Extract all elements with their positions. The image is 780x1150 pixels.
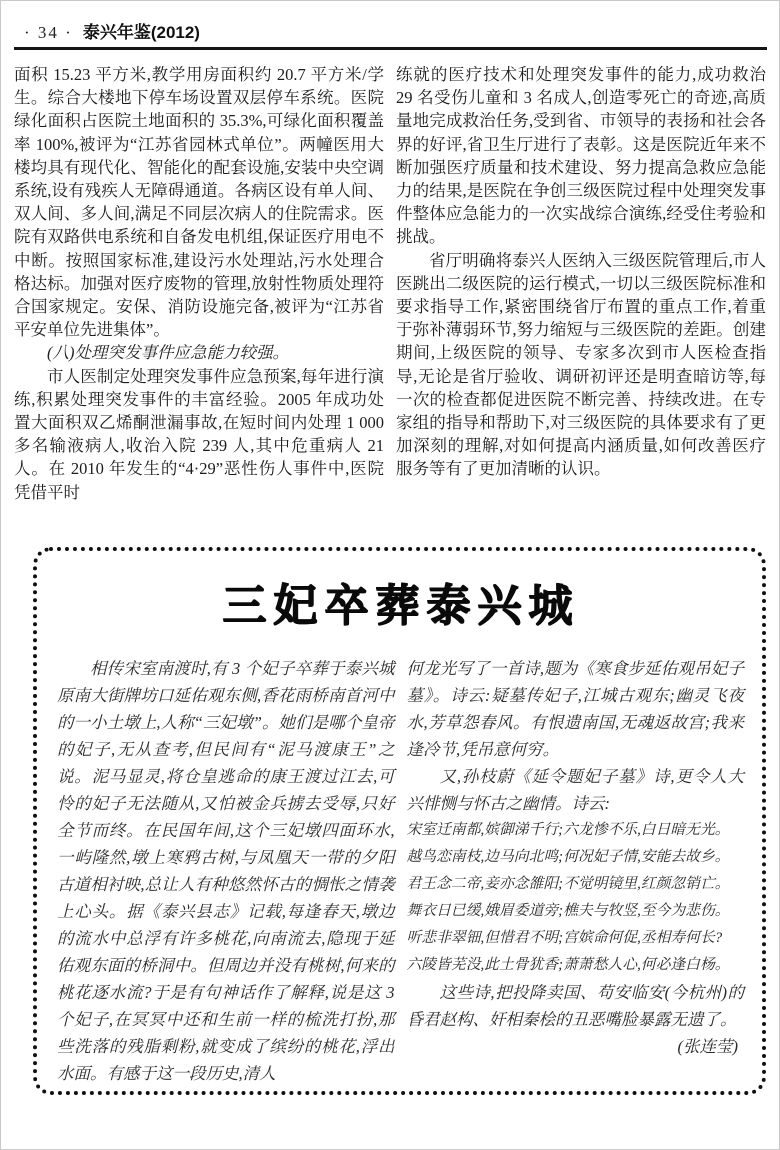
poem-line: 宋室迁南都,嫔御涕千行;六龙惨不乐,白日暗无光。 [406,822,730,838]
paragraph: 又,孙枝蔚《延令题妃子墓》诗,更令人大兴悱恻与怀古之幽情。诗云: [406,767,744,813]
feature-box-columns [57,655,744,1087]
poem-line: 六陵皆芜没,此土骨犹香;萧萧愁人心,何必逢白杨。 [406,957,730,973]
page-number: · 34 · [24,23,73,42]
poem-line: 舞衣日已缓,娥眉委道旁;樵夫与牧竖,至今为悲伤。 [406,903,730,919]
paragraph: 相传宋室南渡时,有 3 个妃子卒葬于泰兴城原南大街牌坊口延佑观东侧,香花雨桥南首河中的一小土墩上,人称“三妃墩”。她们是哪个皇帝的妃子,无从查考,但民间有“泥马渡康王”之说。泥马显灵,将仓皇逃命的康王渡过江去,可怜的妃子无法随从,又怕被金兵掳去受辱,只好全节而终。在民国年间,这个三妃墩四面环水,一屿隆然,墩上寒鸦古树,与凤凰天一带的夕阳古道相衬映,总让人有种悠然怀古的惆怅之情袭上心头。据《泰兴县志》记载,每逢春天,墩边的流水中总浮有许多桃花,向南流去,隐现于延佑观东面的桥洞中。但周边并没有桃树,何来的桃花逐水流?于是有句神话作了解释,说是这 3 个妃子,在冥冥中还和生前一样的梳洗打扮,那些洗落的残脂剩粉,就变成了缤纷的桃花,浮出水面。有感于这一段历史,清人 [57,659,395,1083]
running-head [0,18,780,42]
author-attribution: (张连莹) [677,1037,738,1056]
feature-left-column [57,655,395,1087]
article-right-column [396,63,766,504]
feature-box [33,547,766,1095]
paragraph-continuation: 何龙光写了一首诗,题为《寒食步延佑观吊妃子墓》。诗云:疑墓传妃子,江城古观东;幽灵飞夜水,芳草怨春风。有恨遗南国,无魂返故宫;我来逢冷节,凭吊意何穷。 [406,659,744,759]
article-columns [0,50,780,504]
paragraph: 市人医制定处理突发事件应急预案,每年进行演练,积累处理突发事件的丰富经验。2005 年成功处置大面积双乙烯酮泄漏事故,在短时间内处理 1 000 多名输液病人,收治入院 239 人,其中危重病人 21 人。在 2010 年发生的“4·29”恶性伤人事件中,医院凭借平时 [14,366,384,502]
book-title: 泰兴年鉴(2012) [82,23,200,42]
paragraph: 省厅明确将泰兴人医纳入三级医院管理后,市人医跳出二级医院的运行模式,一切以三级医院标准和要求指导工作,紧密围绕省厅布置的重点工作,着重于弥补薄弱环节,努力缩短与三级医院的差距。创建期间,上级医院的领导、专家多次到市人医检查指导,无论是省厅验收、调研初评还是明查暗访等,每一次的检查都促进医院不断完善、持续改进。在专家组的指导和帮助下,对三级医院的具体要求有了更加深刻的理解,对如何提高内涵质量,如何改善医疗服务等有了更加清晰的认识。 [396,250,766,479]
paragraph-continuation: 练就的医疗技术和处理突发事件的能力,成功救治 29 名受伤儿童和 3 名成人,创造零死亡的奇迹,高质量地完成救治任务,受到省、市领导的表扬和社会各界的好评,省卫生厅进行了表彰。这是医院近年来不断加强医疗质量和技术建设、努力提高急救应急能力的结果,是医院在争创三级医院过程中处理突发事件整体应急能力的一次实战综合演练,经受住考验和挑战。 [396,65,766,247]
poem-line: 听悲非翠钿,但惜君不明;宫嫔命何促,丞相寿何长? [406,930,723,946]
feature-right-column [407,655,745,1087]
section-heading: (八)处理突发事件应急能力较强。 [47,343,289,363]
paragraph-continuation: 面积 15.23 平方米,教学用房面积约 20.7 平方米/学生。综合大楼地下停车场设置双层停车系统。医院绿化面积占医院土地面积的 35.3%,可绿化面积覆盖率 100%,被评为“江苏省园林式单位”。两幢医用大楼均具有现代化、智能化的配套设施,安装中央空调系统,设有残疾人无障碍通道。各病区设有单人间、双人间、多人间,满足不同层次病人的住院需求。医院有双路供电系统和自备发电机组,保证医疗用电不中断。按照国家标准,建设污水处理站,污水处理合格达标。加强对医疗废物的管理,放射性物质处理符合国家规定。安保、消防设施完备,被评为“江苏省平安单位先进集体”。 [14,65,384,340]
article-left-column [14,63,384,504]
paragraph: 这些诗,把投降卖国、苟安临安(今杭州)的昏君赵构、奸相秦桧的丑恶嘴脸暴露无遗了。 [406,983,744,1029]
poem-block [407,817,745,979]
feature-box-title: 三妃卒葬泰兴城 [222,581,579,630]
poem-line: 越鸟恋南枝,边马向北鸣;何况妃子情,安能去故乡。 [406,849,730,865]
poem-line: 君王念二帝,妾亦念雒阳;不觉明镜里,红颜忽销亡。 [406,876,730,892]
